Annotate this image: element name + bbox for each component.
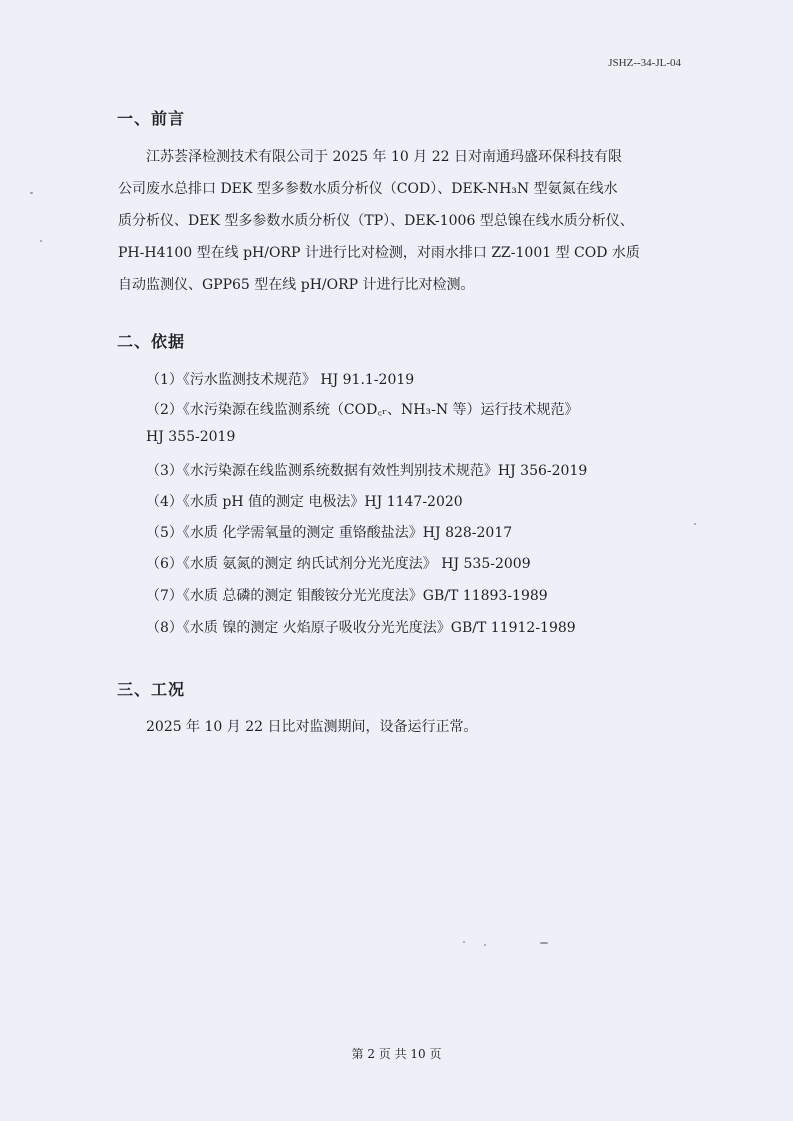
scan-speck bbox=[540, 942, 548, 944]
reference-item: （3）《水污染源在线监测系统数据有效性判别技术规范》HJ 356-2019 bbox=[146, 463, 588, 479]
section-heading-basis: 二、依据 bbox=[117, 332, 186, 351]
reference-item: （6）《水质 氨氮的测定 纳氏试剂分光光度法》 HJ 535-2009 bbox=[146, 556, 531, 572]
page-footer: 第 2 页 共 10 页 bbox=[351, 1047, 442, 1061]
preface-line: 自动监测仪、GPP65 型在线 pH/ORP 计进行比对检测。 bbox=[118, 277, 475, 293]
preface-line: 公司废水总排口 DEK 型多参数水质分析仪（COD）、DEK-NH₃N 型氨氮在线水 bbox=[118, 181, 618, 197]
reference-item-continuation: HJ 355-2019 bbox=[146, 429, 236, 445]
section-heading-preface: 一、前言 bbox=[117, 109, 186, 128]
preface-line: 质分析仪、DEK 型多参数水质分析仪（TP）、DEK-1006 型总镍在线水质分析仪、 bbox=[118, 213, 634, 229]
reference-item: （5）《水质 化学需氧量的测定 重铬酸盐法》HJ 828-2017 bbox=[146, 525, 513, 541]
reference-item: （4）《水质 pH 值的测定 电极法》HJ 1147-2020 bbox=[146, 494, 463, 510]
reference-item: （2）《水污染源在线监测系统（COD꜀ᵣ、NH₃-N 等）运行技术规范》 bbox=[146, 402, 579, 418]
reference-item: （1）《污水监测技术规范》 HJ 91.1-2019 bbox=[146, 372, 415, 388]
conditions-text: 2025 年 10 月 22 日比对监测期间，设备运行正常。 bbox=[146, 719, 478, 735]
scan-speck bbox=[40, 240, 42, 242]
section-heading-conditions: 三、工况 bbox=[117, 680, 186, 699]
preface-line: 江苏荟泽检测技术有限公司于 2025 年 10 月 22 日对南通玛盛环保科技有限 bbox=[146, 149, 622, 165]
scan-speck bbox=[463, 941, 465, 943]
document-code: JSHZ--34-JL-04 bbox=[608, 57, 681, 69]
scan-speck bbox=[694, 523, 696, 525]
preface-line: PH-H4100 型在线 pH/ORP 计进行比对检测，对雨水排口 ZZ-1001 型 COD 水质 bbox=[118, 245, 640, 261]
reference-item: （7）《水质 总磷的测定 钼酸铵分光光度法》GB/T 11893-1989 bbox=[146, 588, 548, 604]
reference-item: （8）《水质 镍的测定 火焰原子吸收分光光度法》GB/T 11912-1989 bbox=[146, 620, 576, 636]
scan-speck bbox=[30, 192, 33, 194]
scan-speck bbox=[484, 944, 486, 946]
